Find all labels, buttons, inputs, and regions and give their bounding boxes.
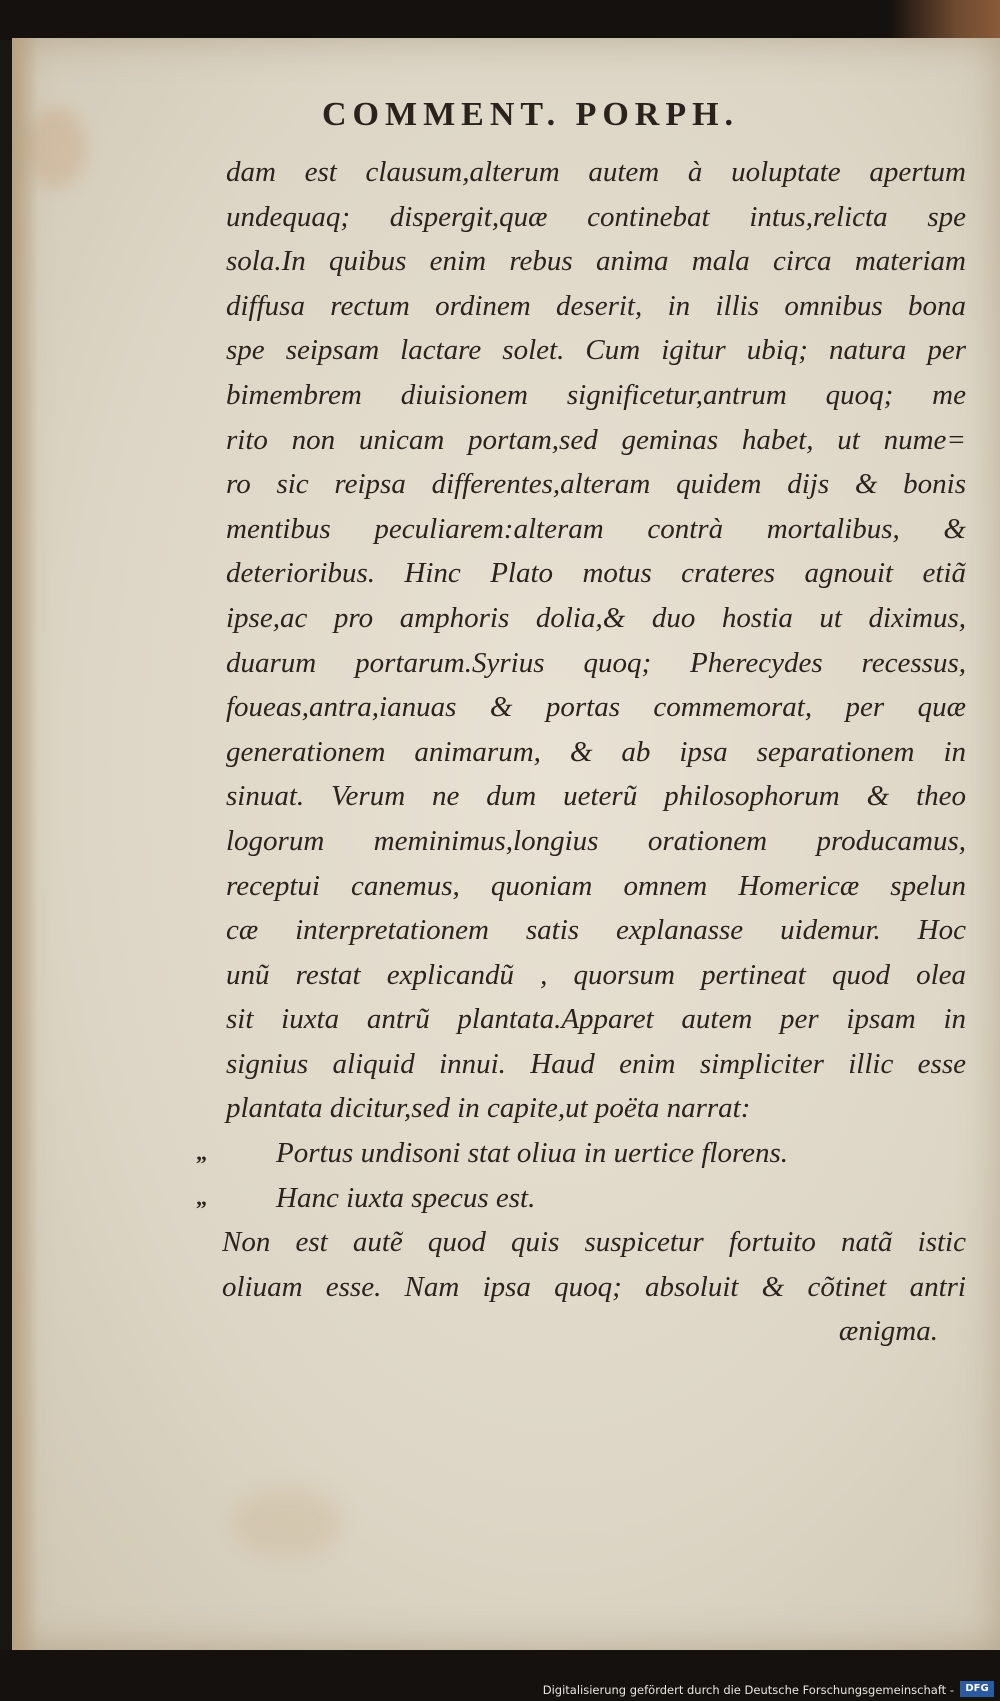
verse-quote-mark: „ — [196, 1140, 207, 1166]
text-line: plantata dicitur,sed in capite,ut poëta narrat: — [226, 1092, 751, 1125]
catchword: ænigma. — [838, 1315, 938, 1348]
text-line: diffusa rectum ordinem deserit, in illis omnibus bona — [226, 289, 966, 322]
text-line: sinuat. Verum ne dum ueterũ philosophorum & theo — [226, 780, 966, 813]
text-line: foueas,antra,ianuas & portas commemorat, per quæ — [226, 691, 966, 724]
verse-quote-mark: „ — [196, 1184, 207, 1210]
text-line: mentibus peculiarem:alteram contrà mortalibus, & — [226, 512, 966, 545]
text-line: dam est clausum,alterum autem à uoluptate apertum — [226, 156, 966, 188]
running-header: COMMENT. PORPH. — [322, 96, 740, 133]
text-line: receptui canemus, quoniam omnem Homericæ spelun — [226, 869, 966, 902]
text-line: oliuam esse. Nam ipsa quoq; absoluit & cõtinet antri — [222, 1270, 966, 1303]
text-line: signius aliquid innui. Haud enim simpliciter illic esse — [226, 1047, 966, 1080]
verse-text: Hanc iuxta specus est. — [276, 1181, 536, 1214]
text-line: generationem animarum, & ab ipsa separationem in — [226, 735, 966, 768]
text-line: sola.In quibus enim rebus anima mala circa materiam — [226, 245, 966, 278]
verse-line — [196, 1176, 966, 1221]
text-line: cæ interpretationem satis explanasse uidemur. Hoc — [226, 914, 966, 947]
paper-stain — [232, 1488, 342, 1558]
digitization-credit: Digitalisierung gefördert durch die Deutsche Forschungsgemeinschaft - — [542, 1683, 954, 1697]
dfg-logo[interactable]: DFG — [960, 1681, 994, 1697]
paper-stain — [26, 108, 86, 188]
text-line: duarum portarum.Syrius quoq; Pherecydes recessus, — [226, 646, 966, 679]
scan-top-right-edge — [890, 0, 1000, 40]
page-gutter-edge — [12, 38, 38, 1650]
text-line: logorum meminimus,longius orationem producamus, — [226, 824, 966, 857]
text-line: deterioribus. Hinc Plato motus crateres agnouit etiã — [226, 557, 966, 590]
text-line: Non est autẽ quod quis suspicetur fortuito natã istic — [222, 1226, 966, 1259]
text-line: unũ restat explicandũ , quorsum pertineat quod olea — [226, 958, 966, 991]
text-line: spe seipsam lactare solet. Cum igitur ubiq; natura per — [226, 334, 966, 367]
verse-line — [196, 1131, 966, 1176]
text-line: ipse,ac pro amphoris dolia,& duo hostia ut diximus, — [226, 601, 966, 634]
text-line: sit iuxta antrũ plantata.Apparet autem per ipsam in — [226, 1003, 966, 1036]
text-line: rito non unicam portam,sed geminas habet, ut nume= — [226, 423, 966, 456]
scan-top-border — [0, 0, 1000, 40]
text-line: bimembrem diuisionem significetur,antrum quoq; me — [226, 378, 966, 411]
text-line: ro sic reipsa differentes,alteram quidem dijs & bonis — [226, 468, 966, 501]
body-text — [196, 150, 966, 1354]
verse-text: Portus undisoni stat oliua in uertice florens. — [276, 1137, 789, 1170]
text-line: undequaq; dispergit,quæ continebat intus,relicta spe — [226, 200, 966, 233]
